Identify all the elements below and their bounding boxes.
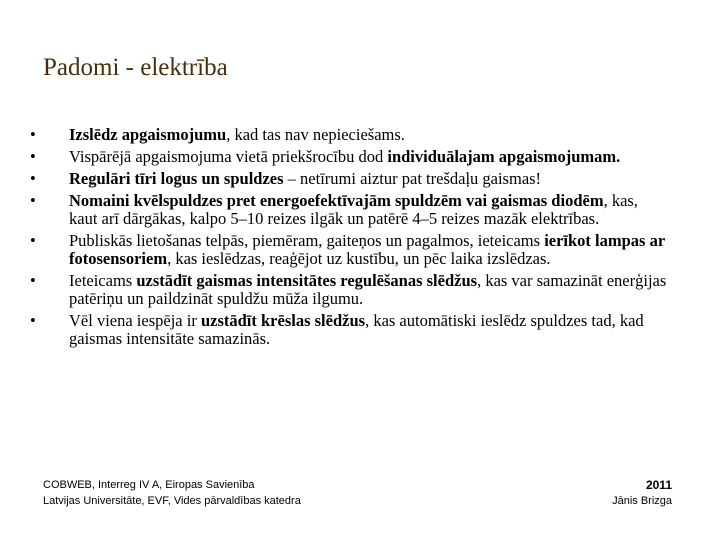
bullet-dot-icon: •	[30, 169, 36, 188]
bullet-item	[30, 170, 670, 188]
bullet-text: Publiskās lietošanas telpās, piemēram, gaiteņos un pagalmos, ieteicams	[69, 231, 545, 250]
footer-meta	[612, 477, 672, 509]
bullet-emphasis: uzstādīt gaismas intensitātes regulēšanas slēdžus	[136, 271, 478, 290]
footer-credits	[43, 477, 301, 509]
slide-title: Padomi - elektrība	[43, 54, 228, 81]
bullet-text: Vēl viena iespēja ir	[69, 311, 201, 330]
bullet-item	[30, 126, 670, 144]
bullet-dot-icon: •	[30, 191, 36, 210]
bullet-emphasis: Nomaini kvēlspuldzes pret energoefektīvajām spuldzēm vai gaismas diodēm	[69, 191, 604, 210]
bullet-text: – netīrumi aiztur pat trešdaļu gaismas!	[283, 169, 542, 188]
bullet-text: Ieteicams	[69, 271, 137, 290]
footer-institution: Latvijas Universitāte, EVF, Vides pārvaldības katedra	[43, 495, 301, 507]
bullet-text: , kas automātiski ieslēdz spuldzes tad, kad gaismas intensitāte samazinās.	[69, 311, 644, 348]
bullet-text: Vispārējā apgaismojuma vietā priekšrocību dod	[69, 147, 388, 166]
bullet-text: , kad tas nav nepieciešams.	[226, 125, 405, 144]
bullet-emphasis: Izslēdz apgaismojumu	[69, 125, 227, 144]
bullet-emphasis: Regulāri tīri logus un spuldzes	[69, 169, 284, 188]
bullet-text: , kas, kaut arī dārgākas, kalpo 5–10 reizes ilgāk un patērē 4–5 reizes mazāk elektrības.	[69, 191, 638, 228]
footer-project: COBWEB, Interreg IV A, Eiropas Savienība	[43, 479, 255, 491]
bullet-list	[30, 126, 670, 352]
bullet-emphasis: ierīkot lampas ar fotosensoriem	[69, 231, 665, 268]
footer-year: 2011	[645, 478, 672, 492]
bullet-text: , kas var samazināt enerģijas patēriņu un paildzināt spuldžu mūža ilgumu.	[69, 271, 667, 308]
bullet-emphasis: uzstādīt krēslas slēdžus	[200, 311, 366, 330]
bullet-dot-icon: •	[30, 125, 36, 144]
footer-author: Jānis Brizga	[612, 495, 672, 507]
bullet-text: , kas ieslēdzas, reaģējot uz kustību, un pēc laika izslēdzas.	[167, 249, 551, 268]
bullet-dot-icon: •	[30, 311, 36, 330]
bullet-item	[30, 148, 670, 166]
bullet-item	[30, 192, 670, 228]
bullet-item	[30, 312, 670, 348]
bullet-dot-icon: •	[30, 147, 36, 166]
bullet-dot-icon: •	[30, 231, 36, 250]
bullet-dot-icon: •	[30, 271, 36, 290]
bullet-item	[30, 232, 670, 268]
bullet-emphasis: individuālajam apgaismojumam.	[387, 147, 621, 166]
bullet-item	[30, 272, 670, 308]
